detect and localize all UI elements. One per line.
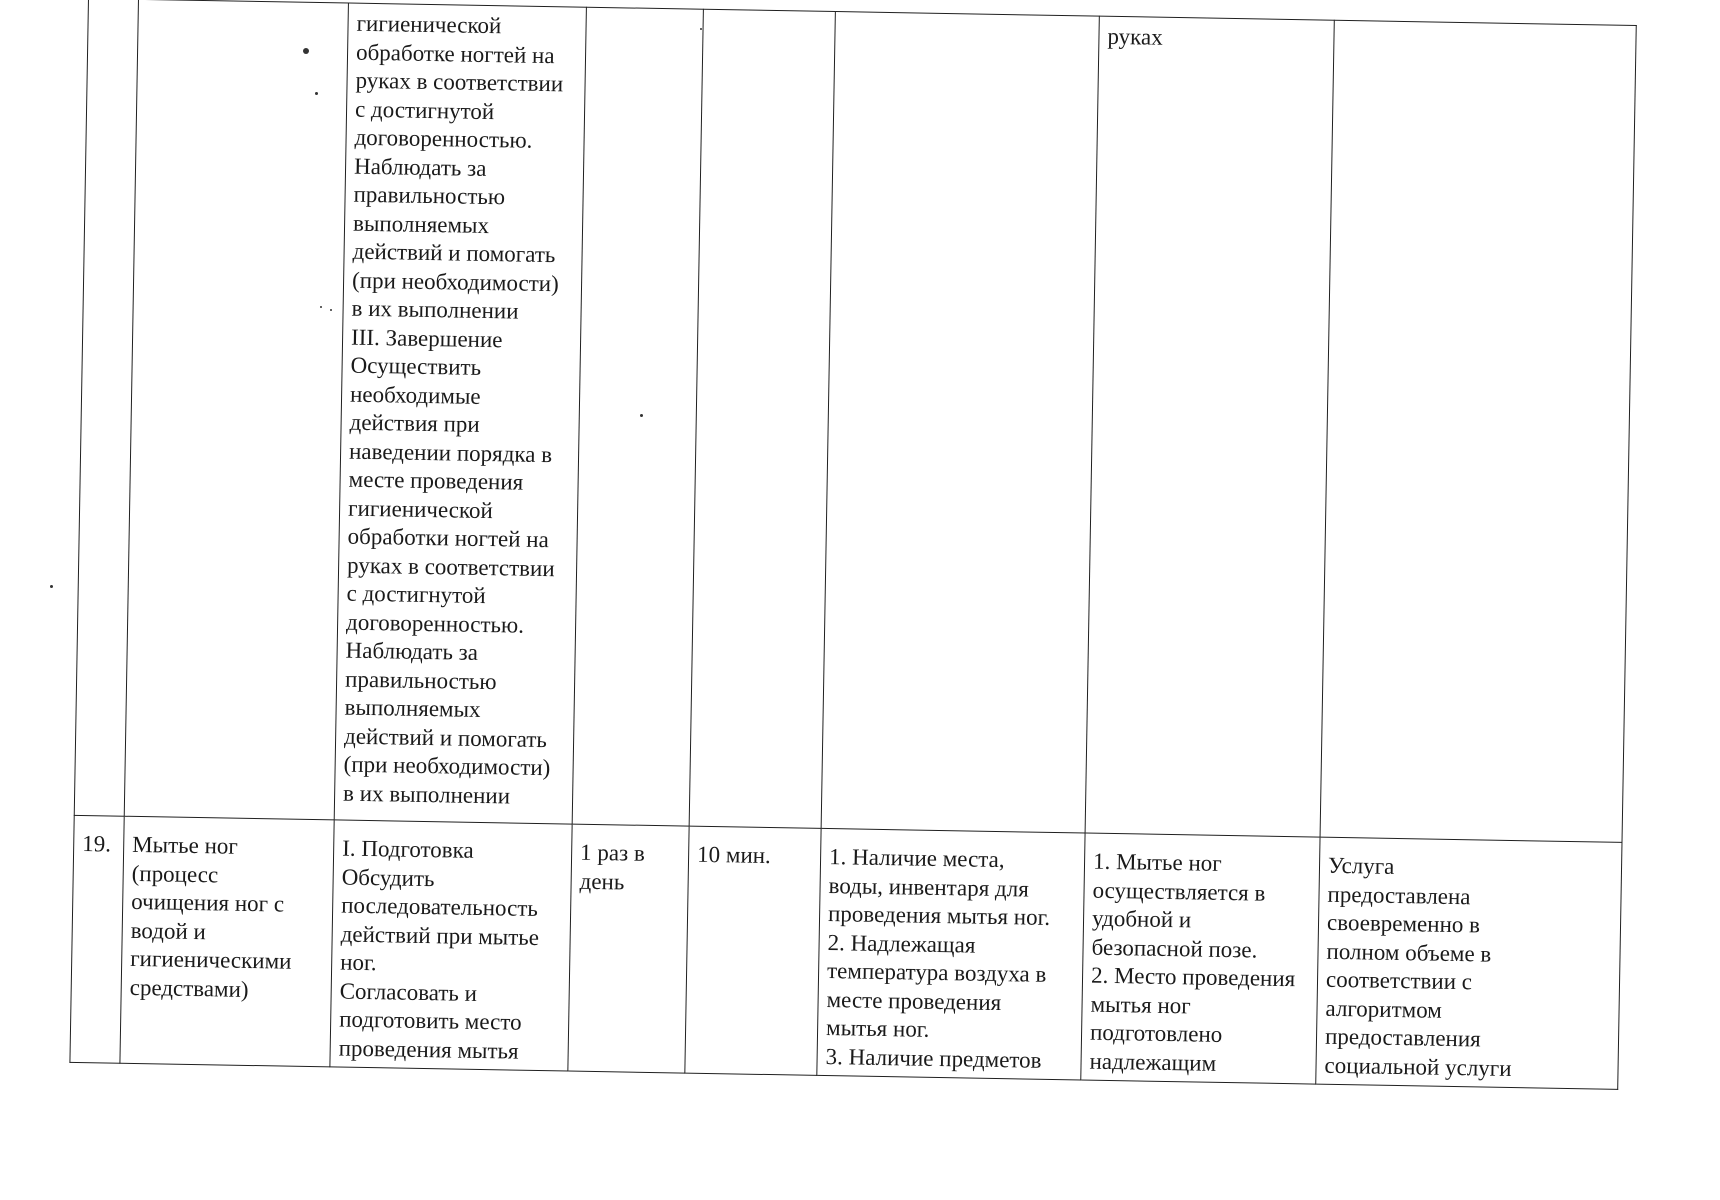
cell-quality-indicators: 1. Мытье ног осуществляется в удобной и безопасной позе. 2. Место проведения мытья ног подготовлено надлежащим [1081, 833, 1320, 1084]
cell-evaluation [1320, 20, 1636, 842]
scan-speck [700, 28, 702, 30]
cell-conditions [821, 12, 1099, 833]
document-sheet [69, 0, 1636, 1105]
cell-conditions: 1. Наличие места, воды, инвентаря для проведения мытья ног. 2. Надлежащая температура воздуха в месте проведения мытья ног. 3. Наличие предметов [817, 828, 1085, 1080]
scan-speck [330, 309, 332, 311]
cell-service-name [124, 0, 348, 820]
cell-duration [689, 9, 835, 828]
scan-speck [50, 585, 53, 588]
cell-periodicity: 1 раз в день [568, 824, 689, 1073]
scan-speck [640, 414, 643, 417]
cell-periodicity [572, 7, 703, 826]
table-row-19 [70, 815, 1622, 1089]
cell-service-description: гигиенической обработке ногтей на руках в соответствии с достигнутой договоренностью. Наблюдать за правильностью выполняемых действий и помогать (при необходимости) в их выполнении III. Завершение Осуществить необходимые действия при наведении порядка в месте проведения гигиенической обработки ногтей на руках в соответствии с достигнутой договоренностью. Наблюдать за правильностью выполняемых действий и помогать (при необходимости) в их выполнении [334, 3, 586, 824]
cell-number: 19. [70, 815, 124, 1063]
scan-speck [303, 48, 309, 54]
cell-duration: 10 мин. [685, 826, 821, 1075]
cell-service-name: Мытье ног (процесс очищения ног с водой и гигиеническими средствами) [120, 816, 334, 1067]
scan-speck [315, 92, 318, 95]
cell-evaluation: Услуга предоставлена своевременно в полном объеме в соответствии с алгоритмом предоставления социальной услуги [1316, 837, 1622, 1089]
scan-speck [320, 306, 322, 308]
cell-quality-indicators: руках [1085, 16, 1334, 837]
table-row-continuation [74, 0, 1636, 842]
cell-service-description: I. Подготовка Обсудить последовательность действий при мытье ног. Согласовать и подготовить место проведения мытья [330, 820, 572, 1071]
services-table [69, 0, 1636, 1090]
